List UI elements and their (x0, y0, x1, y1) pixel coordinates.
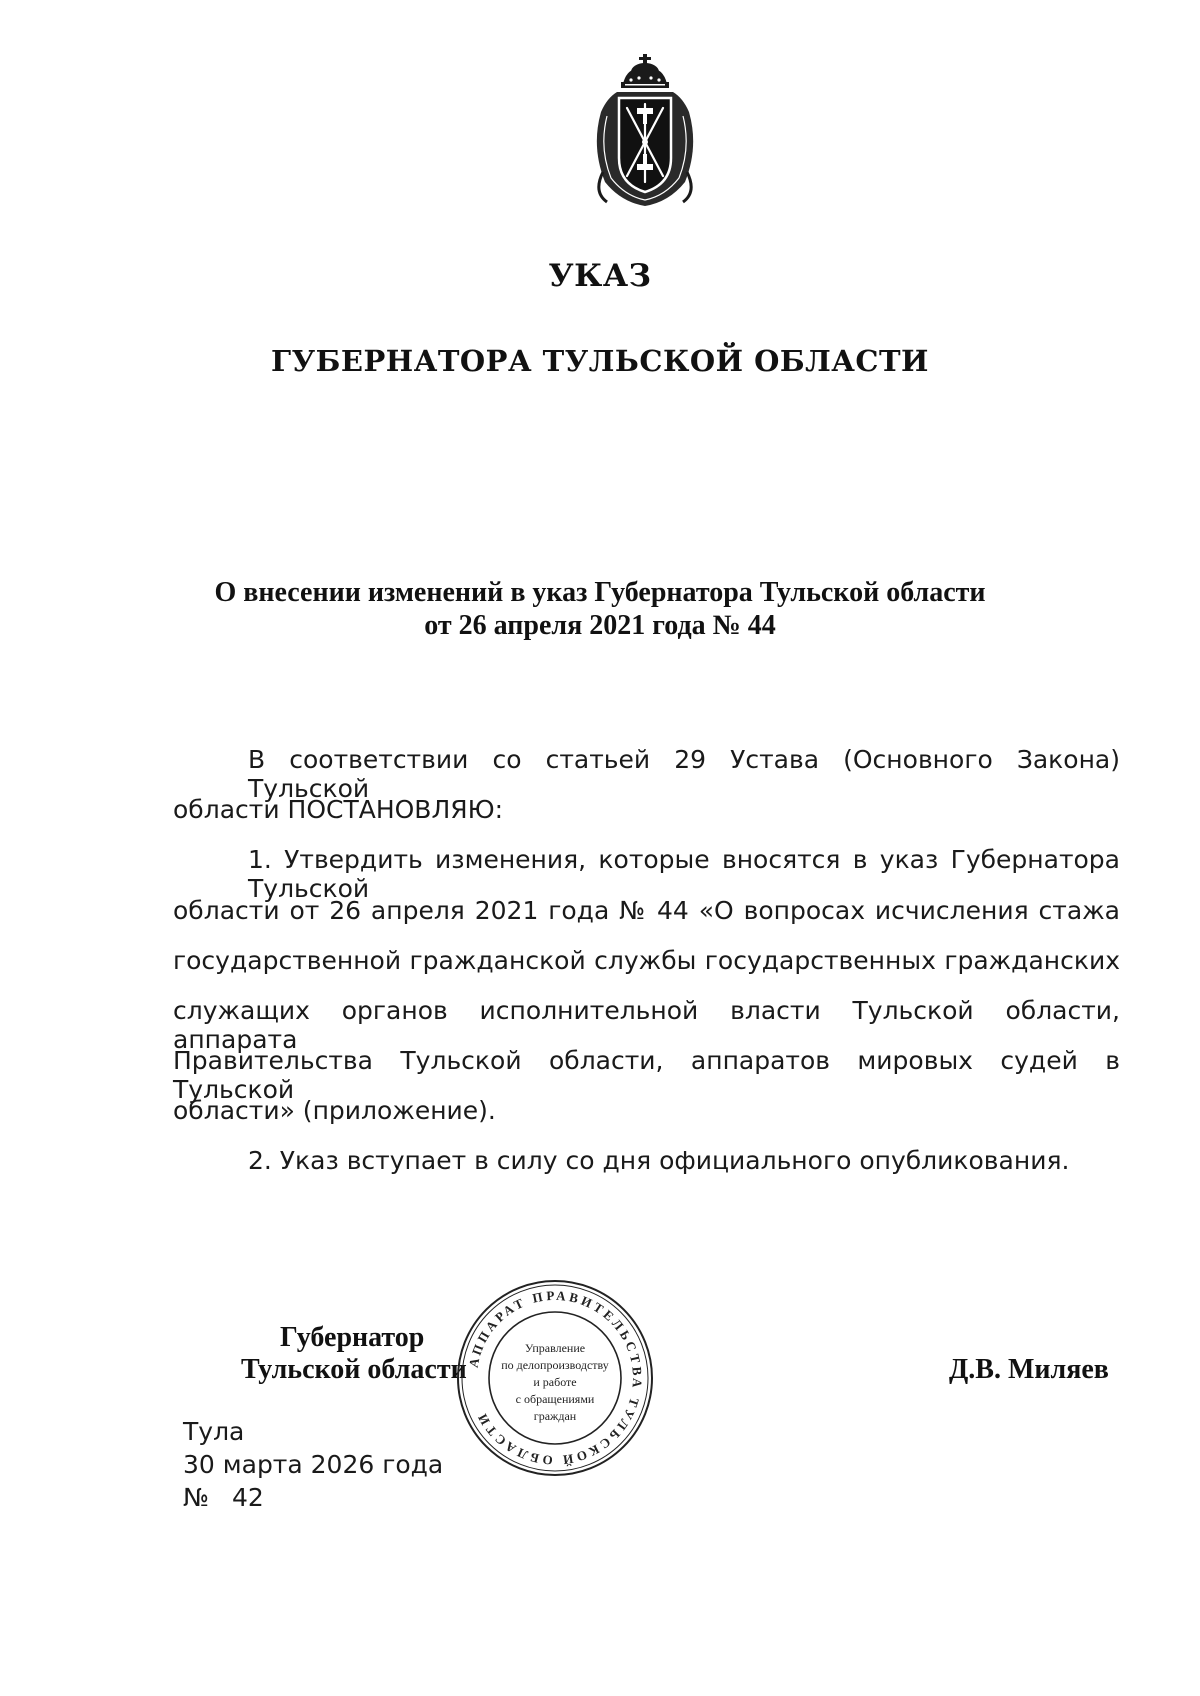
item1-line1: 1. Утвердить изменения, которые вносятся в указ Губернатора Тульской (248, 845, 1120, 903)
seal-center-line2: по делопроизводству (501, 1358, 609, 1372)
document-city: Тула (183, 1417, 245, 1446)
document-number-label: № (183, 1483, 210, 1512)
document-number: 42 (232, 1483, 264, 1512)
tula-coat-of-arms-icon (587, 52, 703, 212)
document-title: УКАЗ (548, 258, 652, 294)
item1-line5: Правительства Тульской области, аппаратов мировых судей в Тульской (173, 1046, 1120, 1104)
preamble-line1: В соответствии со статьей 29 Устава (Основного Закона) Тульской (248, 745, 1120, 803)
document-date: 30 марта 2026 года (183, 1450, 444, 1479)
document-subject-line1: О внесении изменений в указ Губернатора Тульской области (214, 577, 986, 608)
seal-center-line1: Управление (524, 1341, 586, 1355)
document-issuer: ГУБЕРНАТОРА ТУЛЬСКОЙ ОБЛАСТИ (271, 344, 929, 378)
preamble-line2: области ПОСТАНОВЛЯЮ: (173, 795, 504, 824)
item2: 2. Указ вступает в силу со дня официального опубликования. (248, 1146, 1070, 1175)
item1-line3: государственной гражданской службы государственных гражданских (173, 946, 1120, 975)
seal-center-line5: граждан (533, 1409, 577, 1423)
signature-position-line1: Губернатор (280, 1322, 425, 1353)
official-seal (455, 1278, 655, 1478)
signatory-name: Д.В. Миляев (949, 1354, 1109, 1385)
document-subject-line2: от 26 апреля 2021 года № 44 (424, 610, 776, 641)
item1-line6: области» (приложение). (173, 1096, 496, 1125)
item1-line2: области от 26 апреля 2021 года № 44 «О вопросах исчисления стажа (173, 896, 1120, 925)
signature-position-line2: Тульской области (241, 1354, 467, 1385)
seal-center-line3: и работе (533, 1375, 577, 1389)
seal-ring-text: АППАРАТ ПРАВИТЕЛЬСТВА ТУЛЬСКОЙ ОБЛАСТИ (465, 1287, 646, 1469)
seal-center-line4: с обращениями (515, 1392, 595, 1406)
item1-line4: служащих органов исполнительной власти Тульской области, аппарата (173, 996, 1120, 1054)
